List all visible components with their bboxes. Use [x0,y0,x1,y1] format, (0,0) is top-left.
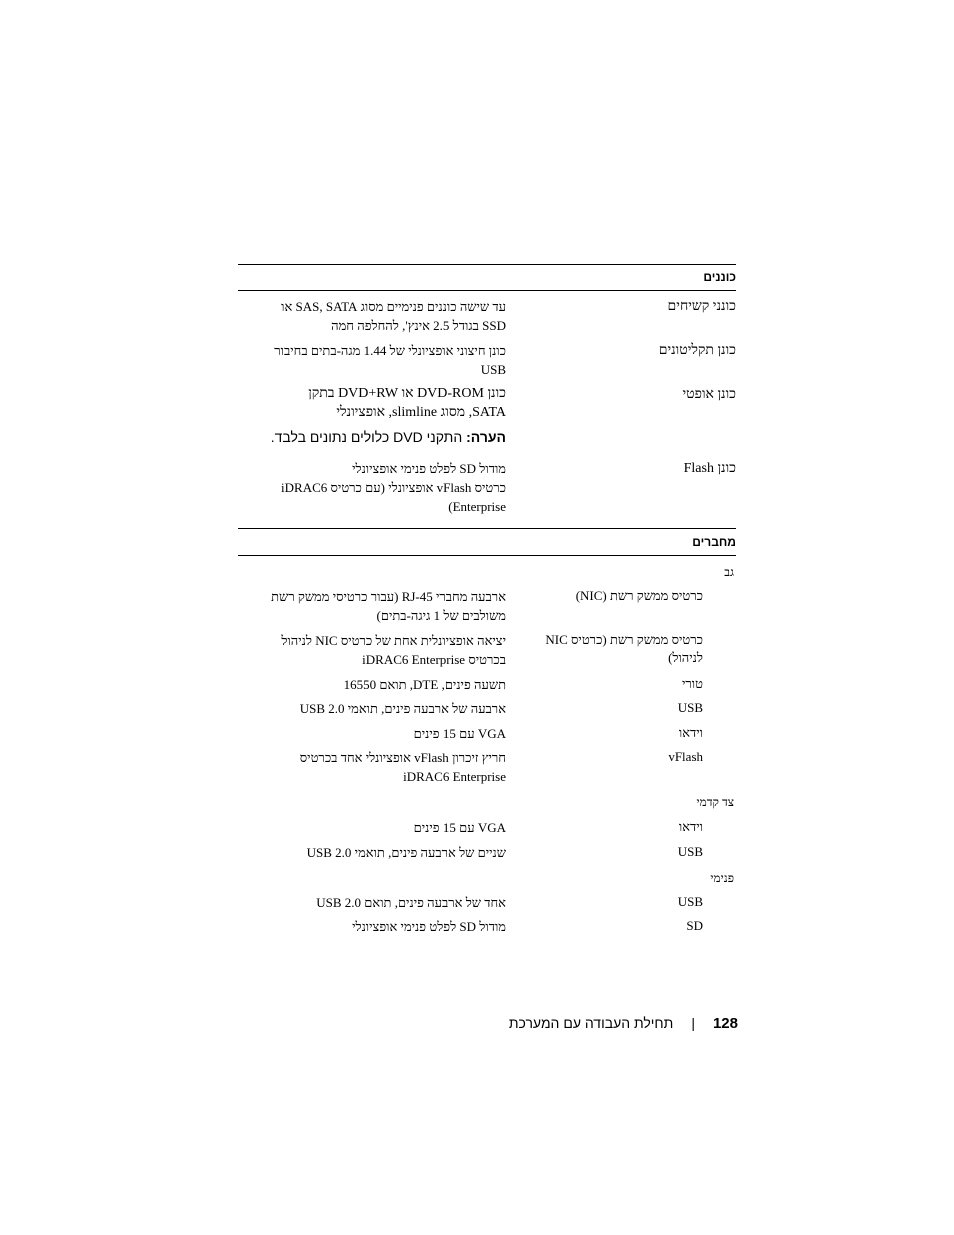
connector-row-value: ארבעה מחברי RJ-45 (עבור כרטיסי ממשק רשת משולבים של 1 גיגה-בתים) [271,589,506,623]
connector-row-value: VGA עם 15 פינים [413,820,506,835]
connector-row-value: יציאה אופציונלית אחת של כרטיס NIC לניהול בכרטיס iDRAC6 Enterprise [281,633,506,667]
connector-row-label: USB [677,700,703,715]
connector-row-value: מודול SD לפלט פנימי אופציונלי [352,919,506,934]
connector-row-label: כרטיס ממשק רשת (כרטיס NIC לניהול) [545,632,703,665]
page-number: 128 [712,1015,738,1032]
front-subheading: צד קדמי [696,795,734,809]
connector-row-label: USB [677,894,703,909]
footer-separator: | [691,1015,695,1031]
connector-row-value: VGA עם 15 פינים [413,726,506,741]
connector-row-label: וידאו [678,819,703,834]
back-subheading: גב [724,565,734,579]
drive-row-value: כונן חיצוני אופציונלי של 1.44 מגה-בתים בחיבור USB [274,343,506,377]
connectors-title-rule [238,555,736,556]
note-label: הערה: [466,429,506,445]
top-rule [238,264,736,265]
connector-row-label: טורי [682,676,703,691]
connector-row-value: חריץ זיכרון vFlash אופציונלי אחד בכרטיס iDRAC6 Enterprise [299,750,506,784]
connector-row-value: אחד של ארבעה פינים, תואם USB 2.0 [316,895,506,910]
connectors-rule [238,528,736,529]
note-text: התקני DVD כלולים נתונים בלבד. [270,429,463,445]
page-footer [509,1015,738,1032]
connector-row-label: וידאו [678,725,703,740]
footer-title: תחילת העבודה עם המערכת [508,1015,674,1031]
connector-row-label: USB [677,844,703,859]
drive-row-value: עד שישה כוננים פנימיים מסוג SAS, SATA או SSD בגודל 2.5 אינץ', להחלפה חמה [281,299,506,333]
connector-row-label: vFlash [668,749,703,764]
drive-row-label: כונן אופטי [682,387,736,402]
drives-title-rule [238,290,736,291]
connector-row-label: כרטיס ממשק רשת (NIC) [575,588,703,603]
connector-row-label: SD [686,918,703,933]
drive-row-label: כונן Flash [683,461,736,476]
connector-row-value: שניים של ארבעה פינים, תואמי USB 2.0 [306,845,506,860]
drive-row-label: כונן תקליטונים [658,343,736,358]
drives-section-title: כוננים [703,270,736,284]
drive-row-label: כונני קשיחים [667,299,736,314]
drive-row-value: מודול SD לפלט פנימי אופציונלי כרטיס vFlash אופציונלי (עם כרטיס iDRAC6 Enterprise) [281,461,506,514]
connector-row-value: תשעה פינים, DTE, תואם 16550 [343,677,506,692]
internal-subheading: פנימי [710,871,734,885]
drives-note [206,429,506,445]
drive-row-value: כונן DVD-ROM או DVD+RW בתקן SATA, מסוג slimline, אופציונלי [308,386,506,420]
connector-row-value: ארבעה של ארבעה פינים, תואמי USB 2.0 [299,701,506,716]
connectors-section-title: מחברים [692,535,736,549]
